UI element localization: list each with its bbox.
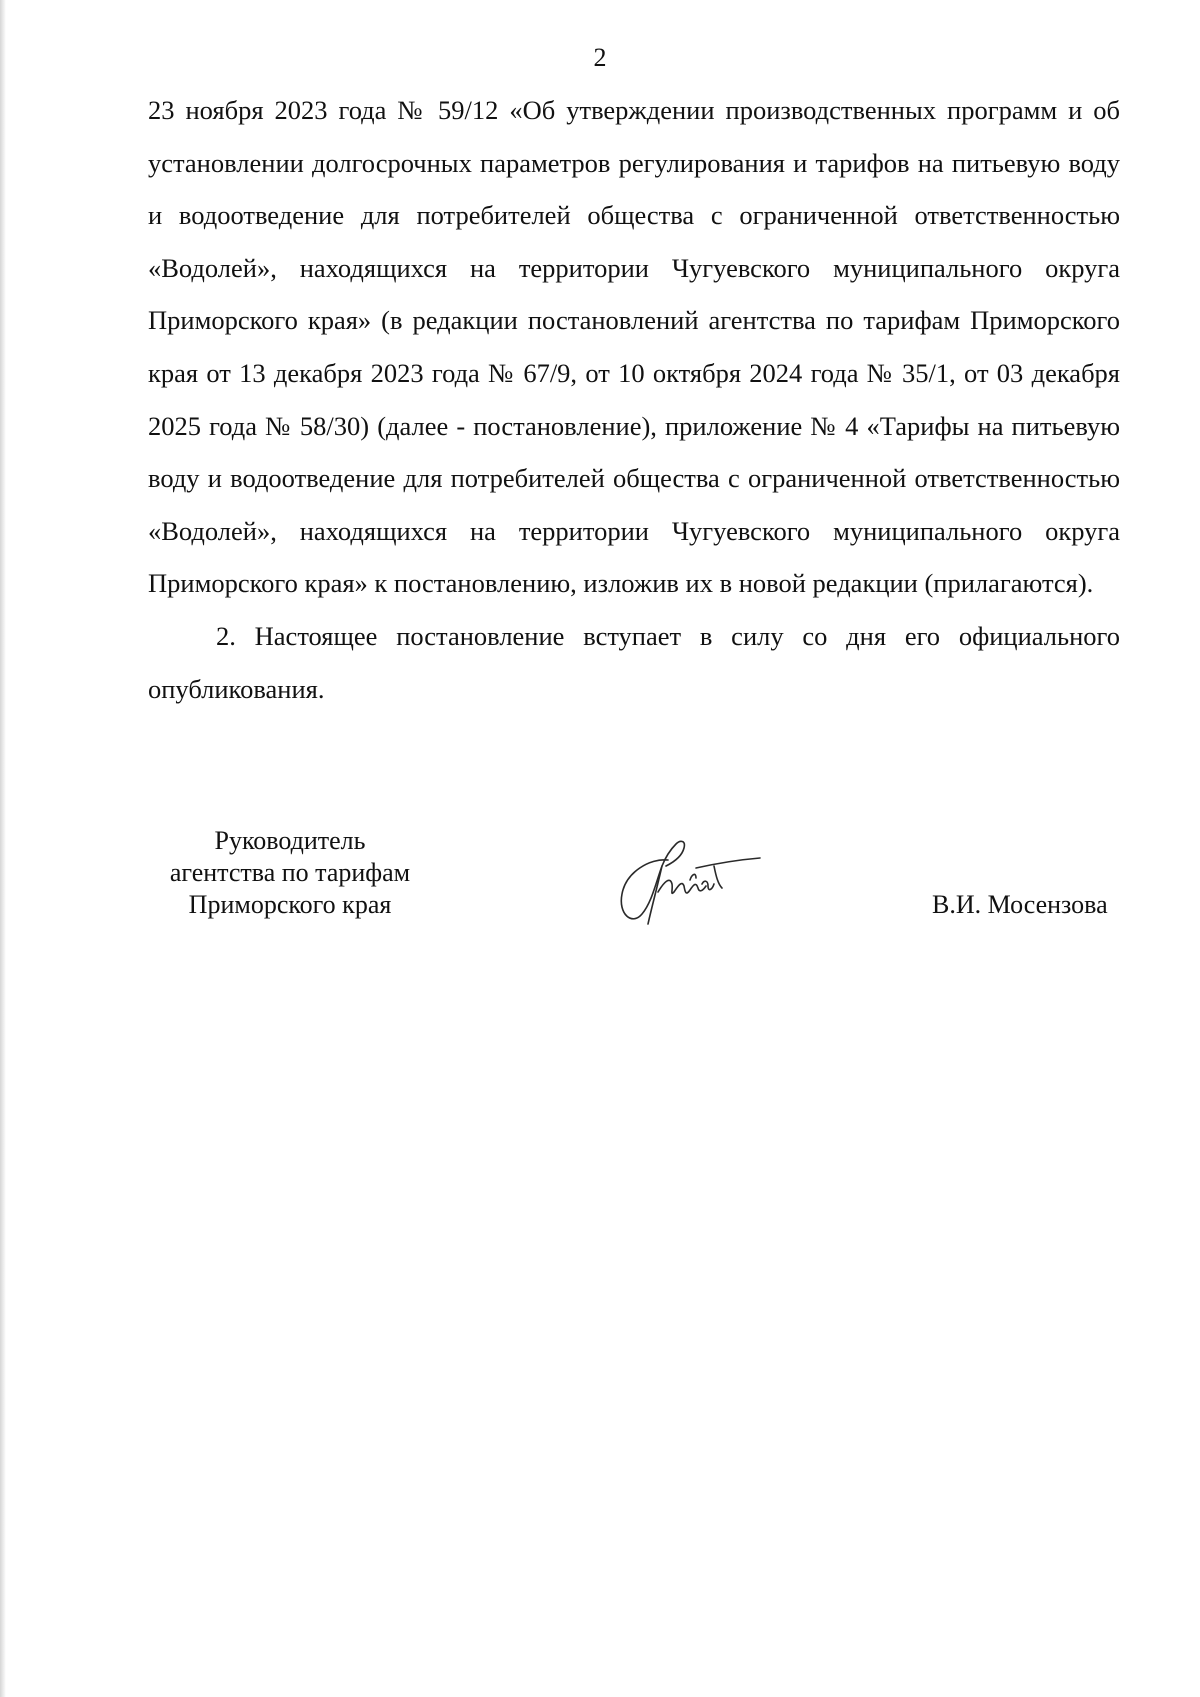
scan-edge-shadow	[0, 0, 6, 1697]
body-paragraph-1: 23 ноября 2023 года № 59/12 «Об утверждении производственных программ и об установлении долгосрочных параметров регулирования и тарифов на питьевую воду и водоотведение для потребителей общества с ограниченной ответственностью «Водолей», находящихся на территории Чугуевского муниципального округа Приморского края» (в редакции постановлений агентства по тарифам Приморского края от 13 декабря 2023 года № 67/9, от 10 октября 2024 года № 35/1, от 03 декабря 2025 года № 58/30) (далее - постановление), приложение № 4 «Тарифы на питьевую воду и водоотведение для потребителей общества с ограниченной ответственностью «Водолей», находящихся на территории Чугуевского муниципального округа Приморского края» к постановлению, изложив их в новой редакции (прилагаются).	[148, 95, 1120, 599]
handwritten-signature-icon	[610, 822, 770, 937]
signer-position-line-3: Приморского края	[188, 890, 392, 919]
signer-position	[140, 825, 440, 921]
signer-position-line-2: агентства по тарифам	[169, 858, 411, 887]
document-body	[148, 84, 1120, 715]
signer-name: В.И. Мосензова	[932, 890, 1108, 919]
page-number: 2	[593, 43, 607, 72]
signer-position-line-1: Руководитель	[214, 826, 366, 855]
body-paragraph-2: 2. Настоящее постановление вступает в силу со дня его официального опубликования.	[148, 620, 1120, 704]
